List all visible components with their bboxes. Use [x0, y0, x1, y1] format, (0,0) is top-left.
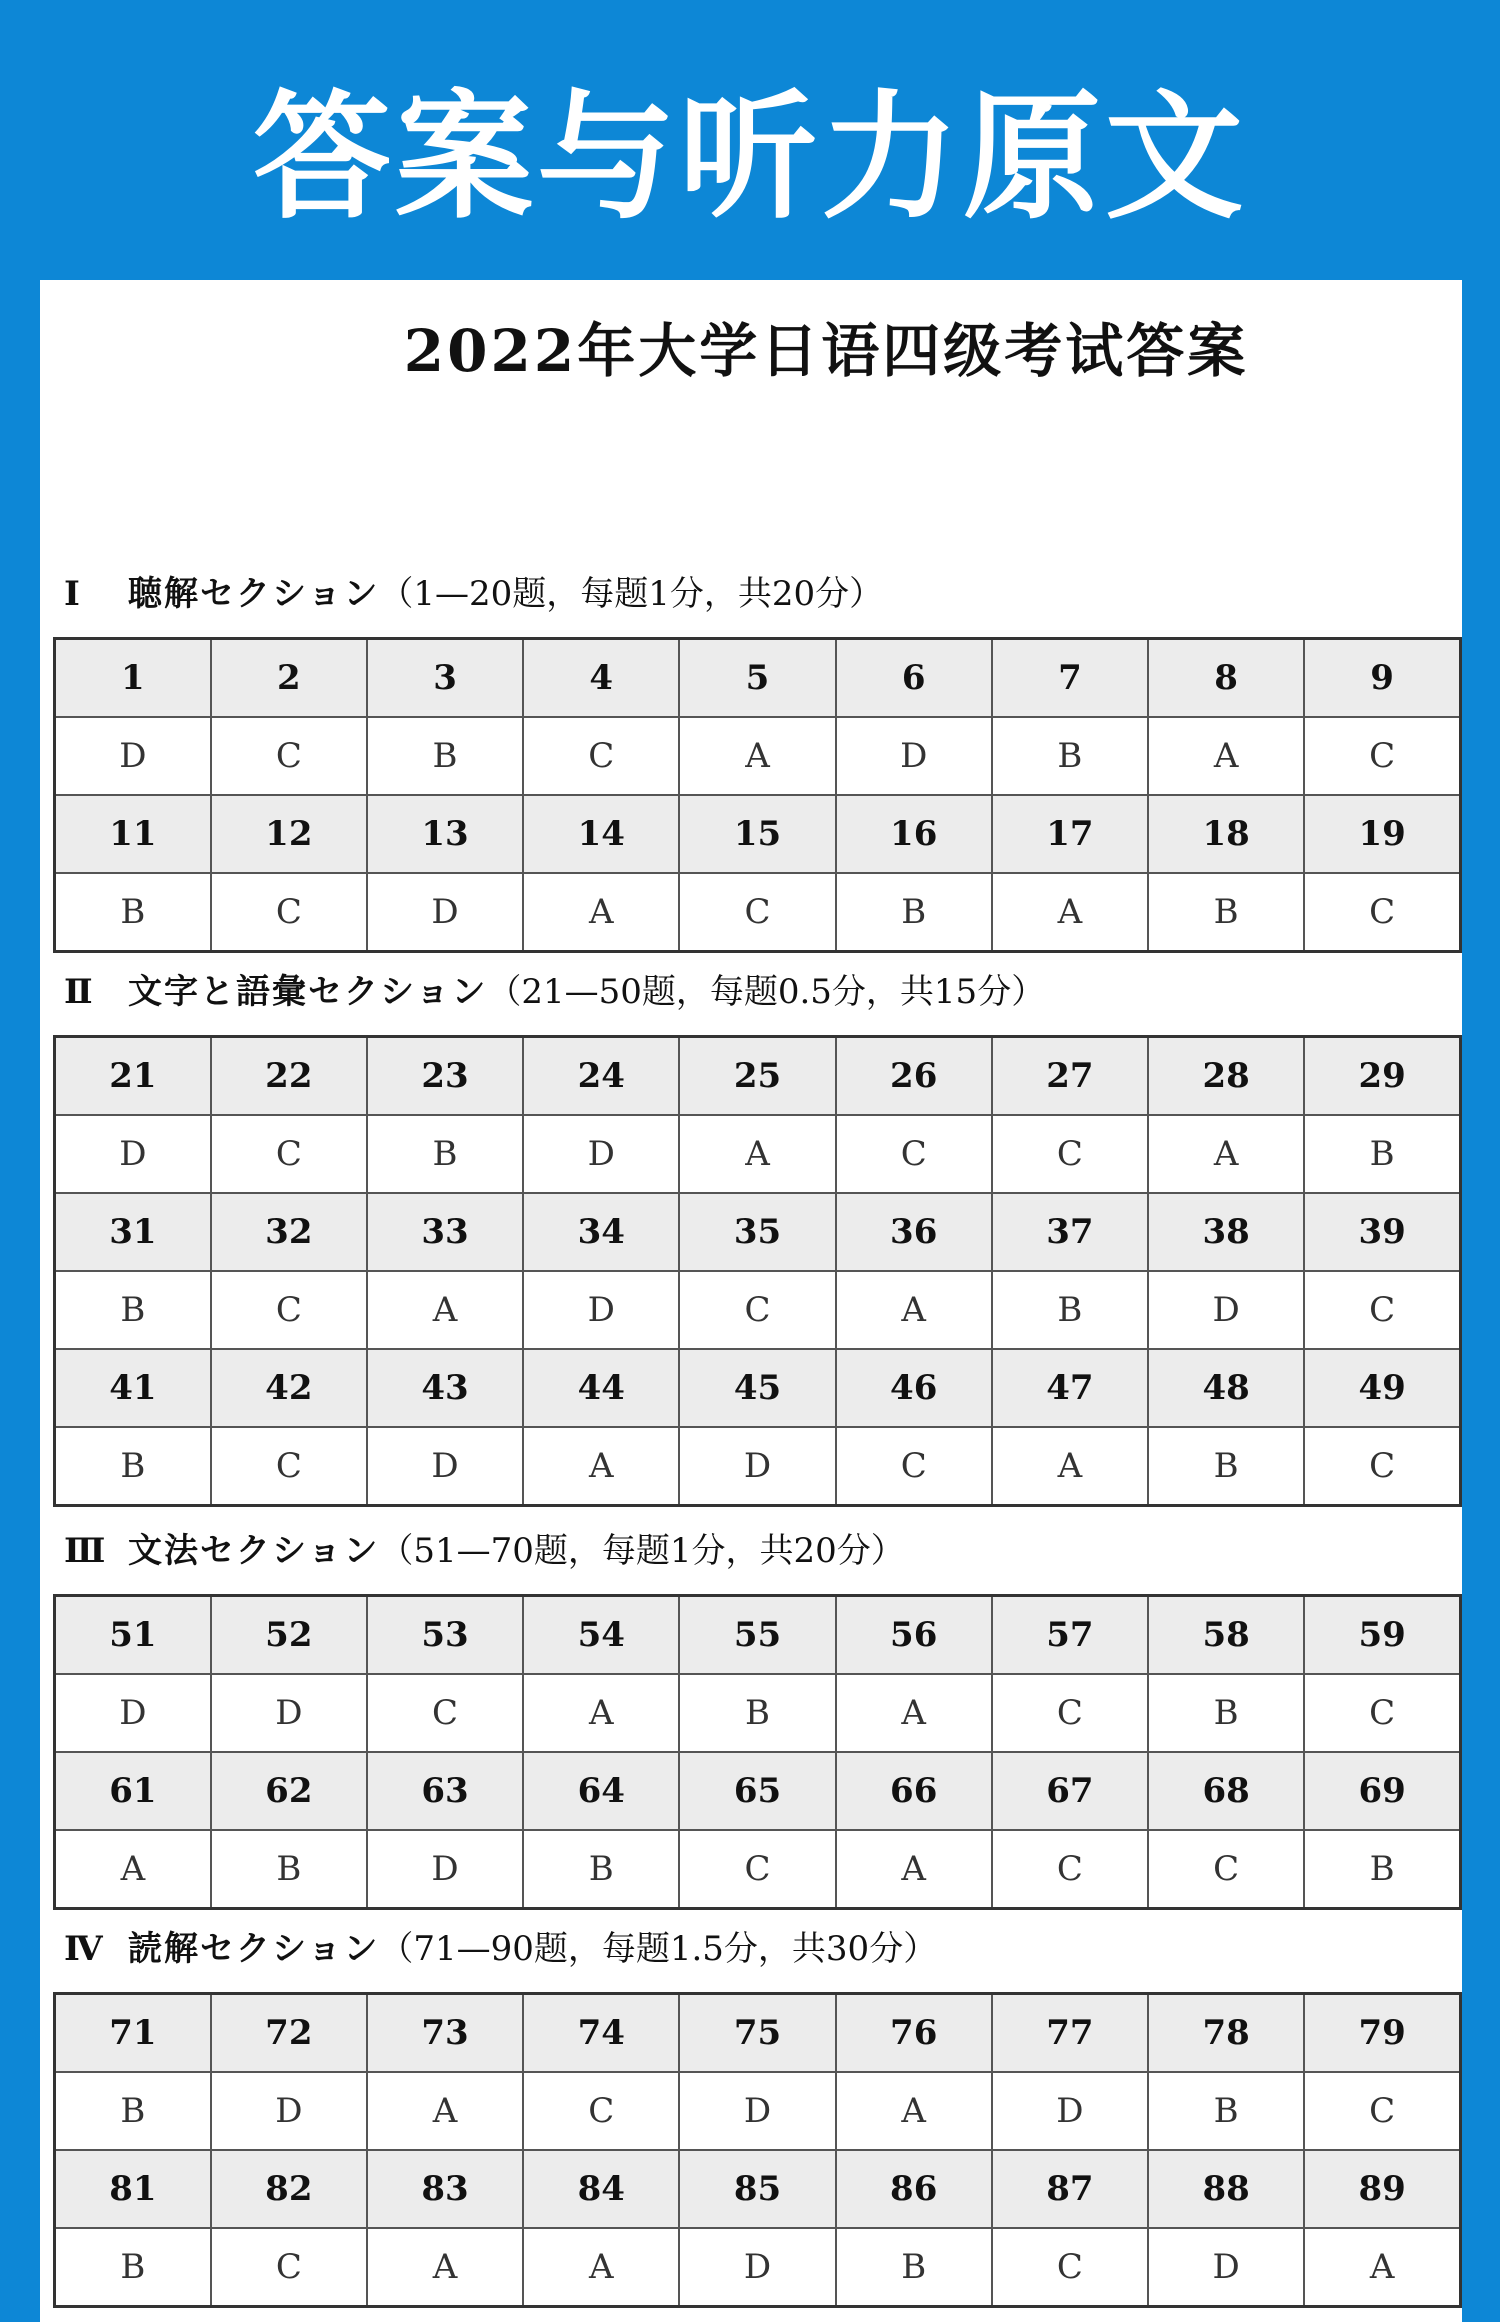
answer-row	[55, 717, 1461, 795]
question-number-cell: 48	[1148, 1349, 1304, 1427]
section-roman: Ⅰ	[64, 574, 80, 614]
question-number-cell: 71	[55, 1994, 211, 2073]
answer-cell: C	[1304, 1271, 1460, 1349]
question-number-cell: 53	[367, 1596, 523, 1675]
question-number-cell: 16	[836, 795, 992, 873]
question-number-cell: 44	[523, 1349, 679, 1427]
question-number-cell: 85	[679, 2150, 835, 2228]
question-number-cell: 7	[992, 639, 1148, 718]
answer-cell: C	[211, 1115, 367, 1193]
answer-cell: A	[523, 873, 679, 952]
section-heading-reading	[64, 1927, 937, 1971]
question-number-cell: 35	[679, 1193, 835, 1271]
answer-cell: D	[367, 873, 523, 952]
answer-cell: C	[836, 1427, 992, 1506]
answer-cell: D	[992, 2072, 1148, 2150]
question-number-cell: 57	[992, 1596, 1148, 1675]
question-number-cell: 54	[523, 1596, 679, 1675]
section-name: 文字と語彙セクション	[128, 972, 488, 1012]
answer-row	[55, 1271, 1461, 1349]
answer-cell: A	[523, 1427, 679, 1506]
answer-cell: C	[992, 2228, 1148, 2307]
answer-cell: D	[211, 2072, 367, 2150]
question-number-cell: 69	[1304, 1752, 1460, 1830]
answer-cell: C	[679, 1271, 835, 1349]
question-number-cell: 39	[1304, 1193, 1460, 1271]
answer-cell: C	[992, 1115, 1148, 1193]
question-number-cell: 88	[1148, 2150, 1304, 2228]
answer-cell: B	[836, 2228, 992, 2307]
question-number-cell: 2	[211, 639, 367, 718]
question-number-cell: 47	[992, 1349, 1148, 1427]
question-number-cell: 78	[1148, 1994, 1304, 2073]
question-number-cell: 3	[367, 639, 523, 718]
answer-cell: A	[55, 1830, 211, 1909]
answer-cell: C	[523, 2072, 679, 2150]
question-number-cell: 59	[1304, 1596, 1460, 1675]
question-number-cell: 32	[211, 1193, 367, 1271]
question-number-cell: 51	[55, 1596, 211, 1675]
answer-row	[55, 2228, 1461, 2307]
answer-cell: D	[836, 717, 992, 795]
question-number-cell: 38	[1148, 1193, 1304, 1271]
question-number-cell: 21	[55, 1037, 211, 1116]
answer-cell: C	[211, 1271, 367, 1349]
question-number-cell: 29	[1304, 1037, 1460, 1116]
answer-cell: D	[211, 1674, 367, 1752]
question-number-cell: 9	[1304, 639, 1460, 718]
answer-row	[55, 1427, 1461, 1506]
question-number-cell: 1	[55, 639, 211, 718]
section-detail: （51—70题，每题1分，共20分）	[379, 1531, 905, 1571]
answer-cell: C	[679, 1830, 835, 1909]
question-number-cell: 66	[836, 1752, 992, 1830]
answer-cell: A	[836, 1830, 992, 1909]
question-number-cell: 34	[523, 1193, 679, 1271]
question-number-cell: 13	[367, 795, 523, 873]
answer-cell: A	[367, 2228, 523, 2307]
question-number-row	[55, 2150, 1461, 2228]
question-number-cell: 67	[992, 1752, 1148, 1830]
question-number-cell: 11	[55, 795, 211, 873]
answer-cell: C	[1304, 1674, 1460, 1752]
section-heading-listening	[64, 572, 883, 616]
section-heading-vocabulary	[64, 970, 1045, 1014]
question-number-cell: 49	[1304, 1349, 1460, 1427]
section-name: 読解セクション	[128, 1929, 380, 1969]
answer-cell: C	[1304, 873, 1460, 952]
question-number-cell: 25	[679, 1037, 835, 1116]
section-detail: （71—90题，每题1.5分，共30分）	[379, 1929, 938, 1969]
answer-cell: B	[55, 873, 211, 952]
answer-cell: B	[367, 717, 523, 795]
question-number-row	[55, 1037, 1461, 1116]
answer-cell: C	[1148, 1830, 1304, 1909]
question-number-cell: 42	[211, 1349, 367, 1427]
answer-cell: C	[1304, 2072, 1460, 2150]
question-number-cell: 56	[836, 1596, 992, 1675]
answer-cell: D	[1148, 2228, 1304, 2307]
answer-cell: D	[523, 1115, 679, 1193]
answer-cell: C	[211, 1427, 367, 1506]
question-number-cell: 12	[211, 795, 367, 873]
answer-cell: A	[367, 1271, 523, 1349]
question-number-row	[55, 1596, 1461, 1675]
question-number-cell: 23	[367, 1037, 523, 1116]
answer-cell: A	[836, 2072, 992, 2150]
question-number-cell: 4	[523, 639, 679, 718]
answer-cell: A	[992, 873, 1148, 952]
question-number-row	[55, 1349, 1461, 1427]
question-number-cell: 22	[211, 1037, 367, 1116]
answer-cell: A	[523, 2228, 679, 2307]
question-number-cell: 89	[1304, 2150, 1460, 2228]
answer-cell: A	[836, 1674, 992, 1752]
answer-cell: D	[55, 1674, 211, 1752]
question-number-cell: 52	[211, 1596, 367, 1675]
question-number-row	[55, 1994, 1461, 2073]
answer-cell: B	[992, 1271, 1148, 1349]
question-number-cell: 62	[211, 1752, 367, 1830]
answer-cell: B	[55, 2072, 211, 2150]
answer-cell: A	[367, 2072, 523, 2150]
answer-cell: C	[992, 1674, 1148, 1752]
question-number-cell: 28	[1148, 1037, 1304, 1116]
question-number-cell: 46	[836, 1349, 992, 1427]
question-number-cell: 36	[836, 1193, 992, 1271]
answer-cell: D	[679, 2072, 835, 2150]
answer-cell: A	[992, 1427, 1148, 1506]
question-number-cell: 79	[1304, 1994, 1460, 2073]
answer-cell: B	[836, 873, 992, 952]
question-number-cell: 65	[679, 1752, 835, 1830]
question-number-cell: 8	[1148, 639, 1304, 718]
question-number-cell: 64	[523, 1752, 679, 1830]
section-roman: Ⅳ	[64, 1929, 103, 1969]
answer-row	[55, 1674, 1461, 1752]
answer-cell: A	[1148, 717, 1304, 795]
question-number-cell: 26	[836, 1037, 992, 1116]
answer-cell: D	[679, 1427, 835, 1506]
answer-cell: D	[523, 1271, 679, 1349]
question-number-cell: 81	[55, 2150, 211, 2228]
section-roman: Ⅲ	[64, 1531, 106, 1571]
answer-cell: B	[1304, 1115, 1460, 1193]
answer-cell: B	[1148, 2072, 1304, 2150]
question-number-cell: 68	[1148, 1752, 1304, 1830]
question-number-cell: 83	[367, 2150, 523, 2228]
answer-cell: B	[55, 1271, 211, 1349]
answer-cell: C	[1304, 717, 1460, 795]
banner-title: 答案与听力原文	[252, 77, 1247, 238]
question-number-cell: 76	[836, 1994, 992, 2073]
question-number-cell: 37	[992, 1193, 1148, 1271]
answer-row	[55, 1115, 1461, 1193]
answer-cell: B	[55, 2228, 211, 2307]
question-number-cell: 82	[211, 2150, 367, 2228]
answer-cell: A	[836, 1271, 992, 1349]
answer-cell: D	[1148, 1271, 1304, 1349]
answer-cell: A	[523, 1674, 679, 1752]
answer-cell: C	[1304, 1427, 1460, 1506]
answer-cell: C	[992, 1830, 1148, 1909]
answer-cell: A	[679, 717, 835, 795]
question-number-cell: 19	[1304, 795, 1460, 873]
answer-table-vocabulary	[53, 1035, 1462, 1507]
answer-cell: B	[367, 1115, 523, 1193]
answer-cell: B	[1148, 873, 1304, 952]
answer-cell: C	[211, 717, 367, 795]
question-number-row	[55, 639, 1461, 718]
answer-cell: D	[55, 1115, 211, 1193]
document-title: 2022年大学日语四级考试答案	[403, 317, 1249, 385]
answer-cell: D	[367, 1830, 523, 1909]
question-number-row	[55, 795, 1461, 873]
answer-cell: B	[992, 717, 1148, 795]
answer-cell: B	[1148, 1674, 1304, 1752]
section-name: 聴解セクション	[128, 574, 380, 614]
question-number-cell: 86	[836, 2150, 992, 2228]
question-number-cell: 74	[523, 1994, 679, 2073]
question-number-cell: 31	[55, 1193, 211, 1271]
answer-cell: D	[55, 717, 211, 795]
question-number-cell: 5	[679, 639, 835, 718]
answer-cell: B	[1304, 1830, 1460, 1909]
question-number-row	[55, 1193, 1461, 1271]
section-heading-grammar	[64, 1529, 905, 1573]
question-number-cell: 87	[992, 2150, 1148, 2228]
answer-cell: B	[679, 1674, 835, 1752]
answer-table-grammar	[53, 1594, 1462, 1910]
answer-cell: B	[1148, 1427, 1304, 1506]
question-number-cell: 61	[55, 1752, 211, 1830]
question-number-cell: 27	[992, 1037, 1148, 1116]
answer-table-reading	[53, 1992, 1462, 2308]
answer-cell: C	[679, 873, 835, 952]
answer-cell: A	[679, 1115, 835, 1193]
answer-row	[55, 2072, 1461, 2150]
question-number-cell: 63	[367, 1752, 523, 1830]
answer-cell: C	[523, 717, 679, 795]
question-number-cell: 24	[523, 1037, 679, 1116]
section-detail: （21—50题，每题0.5分，共15分）	[487, 972, 1046, 1012]
section-roman: Ⅱ	[64, 972, 93, 1012]
question-number-cell: 84	[523, 2150, 679, 2228]
answer-cell: C	[836, 1115, 992, 1193]
answer-cell: B	[211, 1830, 367, 1909]
answer-cell: C	[211, 2228, 367, 2307]
answer-cell: B	[55, 1427, 211, 1506]
question-number-cell: 18	[1148, 795, 1304, 873]
question-number-cell: 6	[836, 639, 992, 718]
question-number-cell: 33	[367, 1193, 523, 1271]
answer-table-listening	[53, 637, 1462, 953]
question-number-cell: 58	[1148, 1596, 1304, 1675]
answer-row	[55, 873, 1461, 952]
answer-sheet	[40, 280, 1462, 2322]
question-number-cell: 55	[679, 1596, 835, 1675]
question-number-cell: 77	[992, 1994, 1148, 2073]
question-number-cell: 75	[679, 1994, 835, 2073]
answer-cell: A	[1148, 1115, 1304, 1193]
question-number-cell: 14	[523, 795, 679, 873]
answer-cell: C	[367, 1674, 523, 1752]
answer-cell: A	[1304, 2228, 1460, 2307]
question-number-cell: 43	[367, 1349, 523, 1427]
question-number-cell: 72	[211, 1994, 367, 2073]
question-number-cell: 45	[679, 1349, 835, 1427]
question-number-cell: 15	[679, 795, 835, 873]
question-number-cell: 41	[55, 1349, 211, 1427]
section-detail: （1—20题，每题1分，共20分）	[379, 574, 884, 614]
answer-cell: D	[679, 2228, 835, 2307]
answer-cell: D	[367, 1427, 523, 1506]
answer-cell: C	[211, 873, 367, 952]
answer-cell: B	[523, 1830, 679, 1909]
question-number-row	[55, 1752, 1461, 1830]
question-number-cell: 17	[992, 795, 1148, 873]
answer-row	[55, 1830, 1461, 1909]
question-number-cell: 73	[367, 1994, 523, 2073]
section-name: 文法セクション	[128, 1531, 380, 1571]
